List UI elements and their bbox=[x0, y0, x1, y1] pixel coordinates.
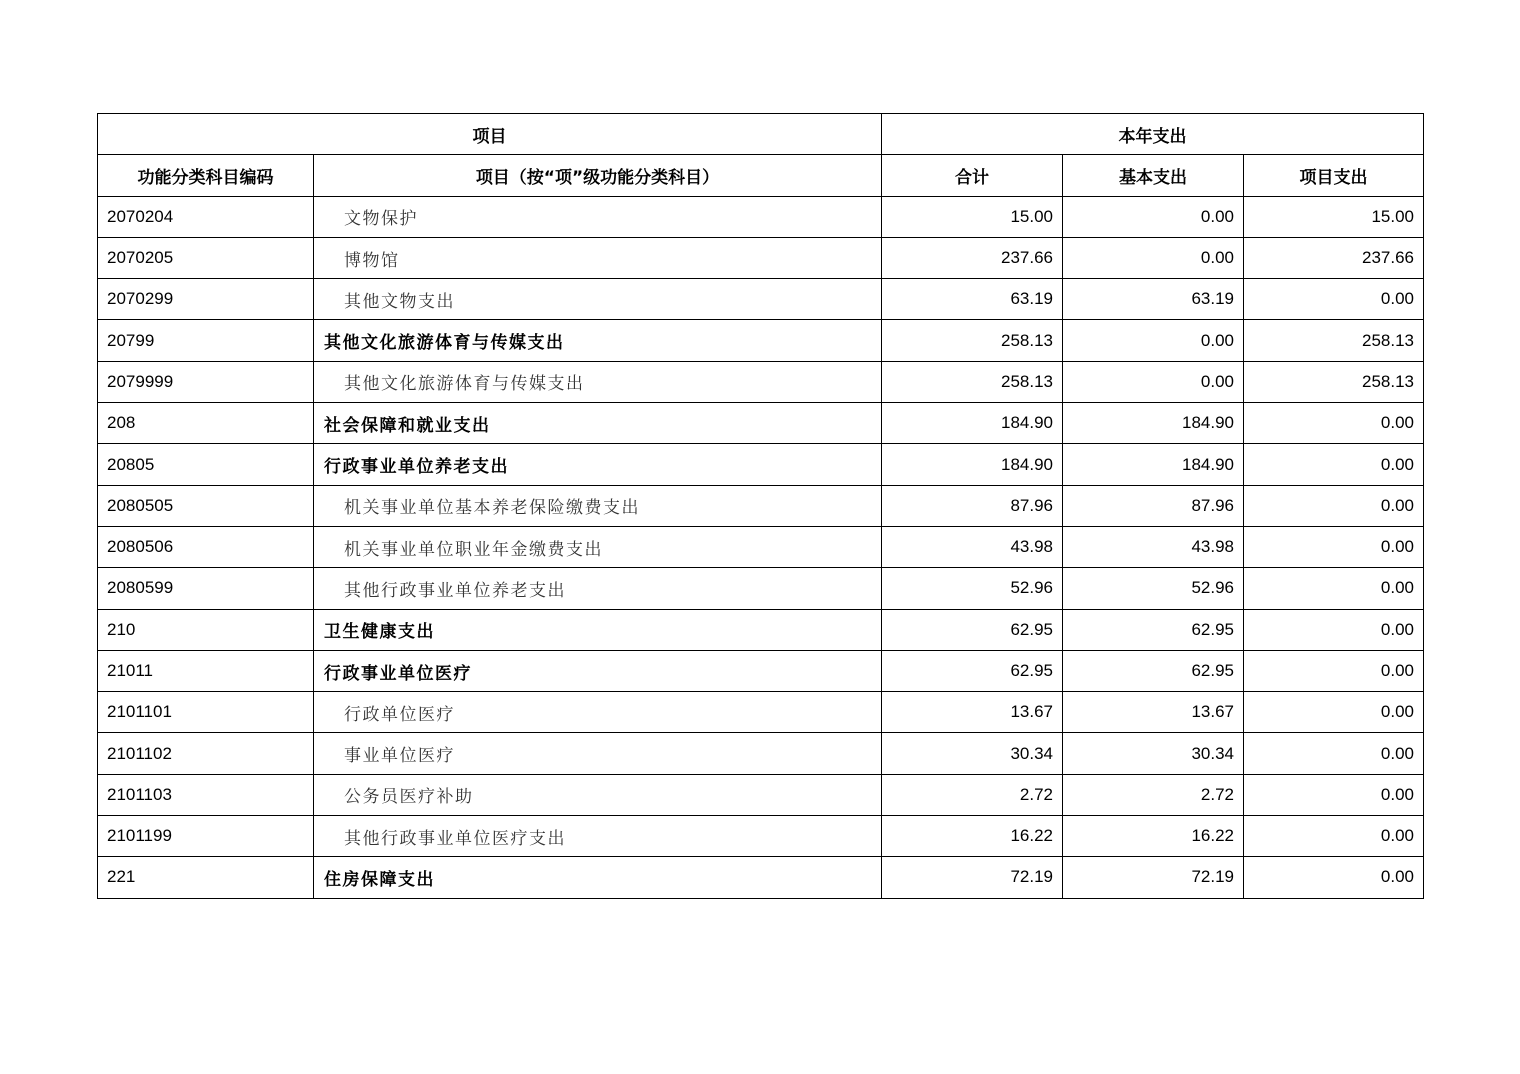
row-project-cell: 0.00 bbox=[1244, 650, 1424, 691]
table-row bbox=[98, 816, 1424, 857]
row-project-cell: 0.00 bbox=[1244, 733, 1424, 774]
row-name-cell: 行政单位医疗 bbox=[314, 692, 882, 733]
row-basic-cell: 0.00 bbox=[1063, 320, 1244, 361]
row-project-cell: 0.00 bbox=[1244, 774, 1424, 815]
row-name-cell: 行政事业单位医疗 bbox=[314, 650, 882, 691]
row-name-cell: 其他行政事业单位医疗支出 bbox=[314, 816, 882, 857]
row-total-cell: 16.22 bbox=[882, 816, 1063, 857]
row-basic-cell: 87.96 bbox=[1063, 485, 1244, 526]
table-row bbox=[98, 857, 1424, 898]
row-total-cell: 72.19 bbox=[882, 857, 1063, 898]
row-code-cell: 2101103 bbox=[98, 774, 314, 815]
table-row bbox=[98, 279, 1424, 320]
row-project-cell: 0.00 bbox=[1244, 403, 1424, 444]
row-total-cell: 184.90 bbox=[882, 403, 1063, 444]
row-project-cell: 0.00 bbox=[1244, 692, 1424, 733]
table-row bbox=[98, 361, 1424, 402]
row-code-cell: 2070299 bbox=[98, 279, 314, 320]
row-project-cell: 0.00 bbox=[1244, 526, 1424, 567]
row-code-cell: 21011 bbox=[98, 650, 314, 691]
row-name-cell: 事业单位医疗 bbox=[314, 733, 882, 774]
header-current-year-expenditure: 本年支出 bbox=[882, 114, 1424, 155]
row-project-cell: 0.00 bbox=[1244, 857, 1424, 898]
row-code-cell: 20799 bbox=[98, 320, 314, 361]
table-row bbox=[98, 320, 1424, 361]
row-project-cell: 0.00 bbox=[1244, 279, 1424, 320]
row-name-cell: 住房保障支出 bbox=[314, 857, 882, 898]
row-name-cell: 公务员医疗补助 bbox=[314, 774, 882, 815]
row-project-cell: 0.00 bbox=[1244, 485, 1424, 526]
row-code-cell: 2101102 bbox=[98, 733, 314, 774]
row-code-cell: 2101199 bbox=[98, 816, 314, 857]
table-row bbox=[98, 774, 1424, 815]
row-basic-cell: 0.00 bbox=[1063, 196, 1244, 237]
row-name-cell: 机关事业单位职业年金缴费支出 bbox=[314, 526, 882, 567]
row-total-cell: 30.34 bbox=[882, 733, 1063, 774]
row-total-cell: 2.72 bbox=[882, 774, 1063, 815]
row-name-cell: 机关事业单位基本养老保险缴费支出 bbox=[314, 485, 882, 526]
row-basic-cell: 184.90 bbox=[1063, 403, 1244, 444]
row-total-cell: 62.95 bbox=[882, 609, 1063, 650]
row-code-cell: 2070205 bbox=[98, 237, 314, 278]
table-row bbox=[98, 650, 1424, 691]
row-code-cell: 221 bbox=[98, 857, 314, 898]
row-project-cell: 0.00 bbox=[1244, 816, 1424, 857]
row-total-cell: 87.96 bbox=[882, 485, 1063, 526]
row-name-cell: 其他文化旅游体育与传媒支出 bbox=[314, 320, 882, 361]
table-row bbox=[98, 444, 1424, 485]
row-total-cell: 43.98 bbox=[882, 526, 1063, 567]
row-name-cell: 社会保障和就业支出 bbox=[314, 403, 882, 444]
table-row bbox=[98, 609, 1424, 650]
row-basic-cell: 2.72 bbox=[1063, 774, 1244, 815]
row-total-cell: 62.95 bbox=[882, 650, 1063, 691]
table-row bbox=[98, 526, 1424, 567]
header-basic: 基本支出 bbox=[1063, 155, 1244, 196]
header-row-1 bbox=[98, 114, 1424, 155]
row-code-cell: 2070204 bbox=[98, 196, 314, 237]
row-project-cell: 0.00 bbox=[1244, 609, 1424, 650]
table-row bbox=[98, 196, 1424, 237]
row-project-cell: 258.13 bbox=[1244, 361, 1424, 402]
table-row bbox=[98, 568, 1424, 609]
table-row bbox=[98, 692, 1424, 733]
row-basic-cell: 62.95 bbox=[1063, 609, 1244, 650]
header-row-2 bbox=[98, 155, 1424, 196]
row-name-cell: 博物馆 bbox=[314, 237, 882, 278]
row-code-cell: 2080505 bbox=[98, 485, 314, 526]
table-row bbox=[98, 403, 1424, 444]
row-total-cell: 184.90 bbox=[882, 444, 1063, 485]
row-total-cell: 63.19 bbox=[882, 279, 1063, 320]
row-code-cell: 2101101 bbox=[98, 692, 314, 733]
row-basic-cell: 30.34 bbox=[1063, 733, 1244, 774]
table-row bbox=[98, 237, 1424, 278]
row-total-cell: 237.66 bbox=[882, 237, 1063, 278]
row-basic-cell: 0.00 bbox=[1063, 361, 1244, 402]
row-basic-cell: 0.00 bbox=[1063, 237, 1244, 278]
row-basic-cell: 184.90 bbox=[1063, 444, 1244, 485]
row-total-cell: 13.67 bbox=[882, 692, 1063, 733]
expenditure-table bbox=[97, 113, 1424, 899]
row-code-cell: 20805 bbox=[98, 444, 314, 485]
row-code-cell: 2080599 bbox=[98, 568, 314, 609]
table-body bbox=[98, 196, 1424, 898]
row-code-cell: 2080506 bbox=[98, 526, 314, 567]
row-total-cell: 15.00 bbox=[882, 196, 1063, 237]
row-name-cell: 其他行政事业单位养老支出 bbox=[314, 568, 882, 609]
row-project-cell: 0.00 bbox=[1244, 444, 1424, 485]
row-total-cell: 258.13 bbox=[882, 361, 1063, 402]
row-project-cell: 237.66 bbox=[1244, 237, 1424, 278]
row-basic-cell: 72.19 bbox=[1063, 857, 1244, 898]
table-row bbox=[98, 733, 1424, 774]
header-project: 项目 bbox=[98, 114, 882, 155]
row-basic-cell: 63.19 bbox=[1063, 279, 1244, 320]
row-project-cell: 0.00 bbox=[1244, 568, 1424, 609]
row-basic-cell: 13.67 bbox=[1063, 692, 1244, 733]
row-project-cell: 15.00 bbox=[1244, 196, 1424, 237]
row-basic-cell: 16.22 bbox=[1063, 816, 1244, 857]
table-row bbox=[98, 485, 1424, 526]
header-item: 项目（按“项”级功能分类科目） bbox=[314, 155, 882, 196]
row-code-cell: 208 bbox=[98, 403, 314, 444]
row-project-cell: 258.13 bbox=[1244, 320, 1424, 361]
row-name-cell: 卫生健康支出 bbox=[314, 609, 882, 650]
row-name-cell: 行政事业单位养老支出 bbox=[314, 444, 882, 485]
row-total-cell: 52.96 bbox=[882, 568, 1063, 609]
header-code: 功能分类科目编码 bbox=[98, 155, 314, 196]
row-code-cell: 210 bbox=[98, 609, 314, 650]
row-name-cell: 其他文物支出 bbox=[314, 279, 882, 320]
row-total-cell: 258.13 bbox=[882, 320, 1063, 361]
row-basic-cell: 52.96 bbox=[1063, 568, 1244, 609]
header-project-expenditure: 项目支出 bbox=[1244, 155, 1424, 196]
row-basic-cell: 43.98 bbox=[1063, 526, 1244, 567]
row-name-cell: 其他文化旅游体育与传媒支出 bbox=[314, 361, 882, 402]
header-total: 合计 bbox=[882, 155, 1063, 196]
row-code-cell: 2079999 bbox=[98, 361, 314, 402]
row-basic-cell: 62.95 bbox=[1063, 650, 1244, 691]
row-name-cell: 文物保护 bbox=[314, 196, 882, 237]
expenditure-table-container bbox=[97, 113, 1424, 899]
